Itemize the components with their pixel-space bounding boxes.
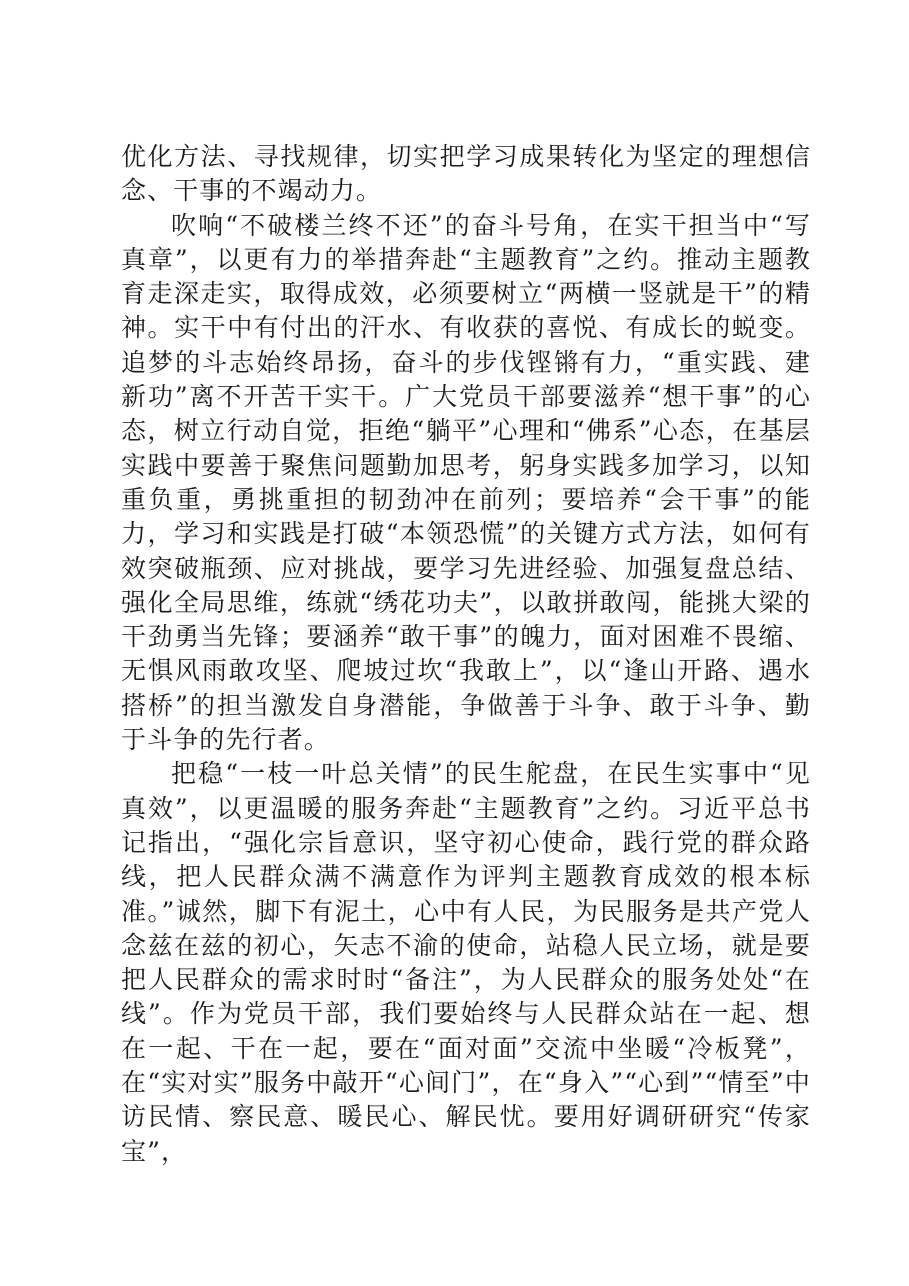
document-body (121, 140, 811, 1169)
paragraph-2: 吹响“不破楼兰终不还”的奋斗号角，在实干担当中“写真章”，以更有力的举措奔赴“主题教育”之约。推动主题教育走深走实，取得成效，必须要树立“两横一竖就是干”的精神。实干中有付出的汗水、有收获的喜悦、有成长的蜕变。追梦的斗志始终昂扬，奋斗的步伐铿锵有力，“重实践、建新功”离不开苦干实干。广大党员干部要滋养“想干事”的心态，树立行动自觉，拒绝“躺平”心理和“佛系”心态，在基层实践中要善于聚焦问题勤加思考，躬身实践多加学习，以知重负重，勇挑重担的韧劲冲在前列；要培养“会干事”的能力，学习和实践是打破“本领恐慌”的关键方式方法，如何有效突破瓶颈、应对挑战，要学习先进经验、加强复盘总结、强化全局思维，练就“绣花功夫”，以敢拼敢闯，能挑大梁的干劲勇当先锋；要涵养“敢干事”的魄力，面对困难不畏缩、无惧风雨敢攻坚、爬坡过坎“我敢上”，以“逢山开路、遇水搭桥”的担当激发自身潜能，争做善于斗争、敢于斗争、勤于斗争的先行者。 (121, 210, 811, 755)
paragraph-3: 把稳“一枝一叶总关情”的民生舵盘，在民生实事中“见真效”，以更温暖的服务奔赴“主题教育”之约。习近平总书记指出，“强化宗旨意识，坚守初心使命，践行党的群众路线，把人民群众满不满意作为评判主题教育成效的根本标准。”诚然，脚下有泥土，心中有人民，为民服务是共产党人念兹在兹的初心，矢志不渝的使命，站稳人民立场，就是要把人民群众的需求时时“备注”，为人民群众的服务处处“在线”。作为党员干部，我们要始终与人民群众站在一起、想在一起、干在一起，要在“面对面”交流中坐暖“冷板凳”，在“实对实”服务中敲开“心间门”，在“身入”“心到”“情至”中访民情、察民意、暖民心、解民忧。要用好调研研究“传家宝”， (121, 759, 811, 1166)
paragraph-1: 优化方法、寻找规律，切实把学习成果转化为坚定的理想信念、干事的不竭动力。 (121, 142, 811, 206)
